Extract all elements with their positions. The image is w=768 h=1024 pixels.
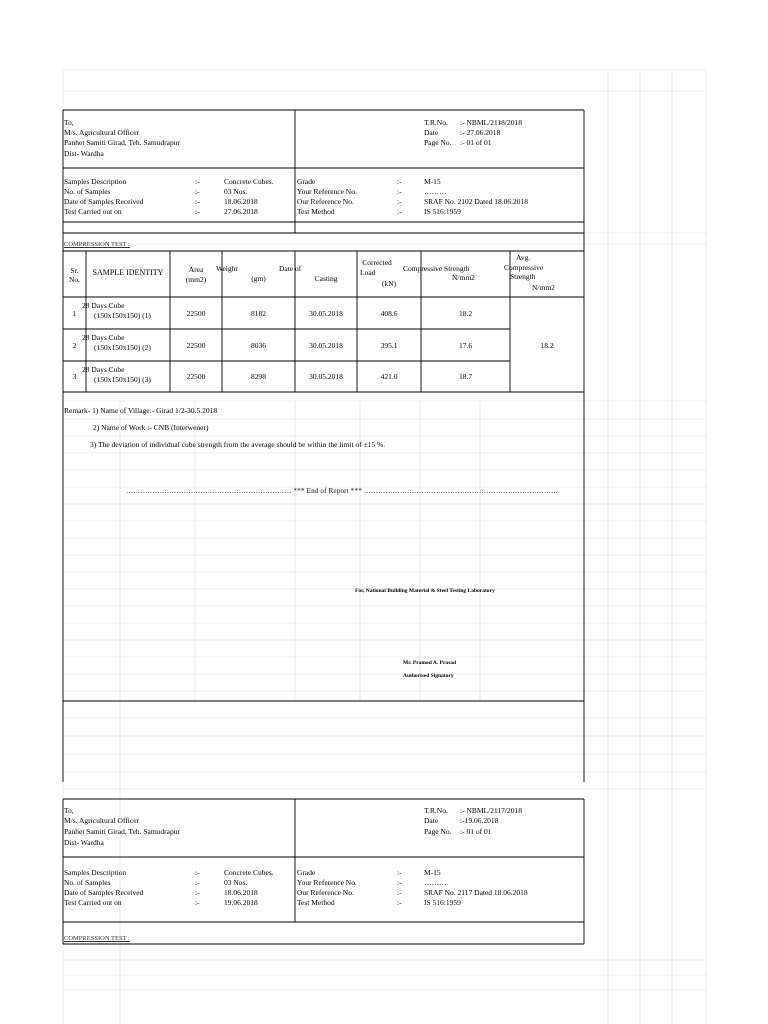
cell-area: 22500	[186, 309, 206, 318]
cell-strength: 18.2	[458, 309, 473, 318]
info-label: Grade	[297, 868, 316, 877]
header-load: Load	[360, 268, 376, 277]
header-strength-cell	[403, 262, 510, 286]
cell-identity-line: 28 Days Cube	[82, 301, 125, 310]
info-label: Your Reference No.	[297, 878, 357, 887]
cell-strength: 18.7	[458, 372, 473, 381]
header-strength: Compressive Strength	[403, 264, 470, 273]
end-of-report: …………………………………………………………… *** End of Report *** ………………………………………………………………………	[126, 487, 559, 495]
lab-name: For, National Building Material & Steel Testing Laboratory	[355, 588, 495, 594]
tr-no-label: T.R.No.	[424, 806, 448, 815]
remark-line: 3) The deviation of individual cube strength from the average should be within the limit of ±15 %.	[90, 440, 386, 449]
header-identity: SAMPLE IDENTITY	[92, 268, 164, 277]
info-value: 27.06.2018	[224, 207, 258, 216]
cell-load: 421.0	[380, 372, 398, 381]
info-value: 18.06.2018	[224, 197, 258, 206]
info-label: Date of Samples Received	[64, 197, 144, 206]
info-label: No. of Samples	[64, 878, 111, 887]
cell-identity	[82, 362, 170, 391]
info-value: IS 516:1959	[424, 207, 461, 216]
info-value: M-15	[424, 177, 441, 186]
info-label: Our Reference No.	[297, 888, 354, 897]
info-sep: :-	[397, 878, 402, 887]
info-label: Samples Description	[64, 868, 127, 877]
info-value: M-15	[424, 868, 441, 877]
info-sep: :-	[195, 207, 200, 216]
date-value: :-19.06.2018	[460, 816, 499, 825]
cell-weight: 8036	[251, 341, 266, 350]
info-sep: :-	[397, 187, 402, 196]
header-avg-cell	[504, 252, 584, 296]
address-line: Panhet Samiti Girad, Teh. Samudrapur	[64, 827, 180, 836]
cell-sr: 3	[72, 372, 77, 381]
cell-identity-line: (150x150x150) (3)	[94, 375, 151, 384]
info-label: Grade	[297, 177, 316, 186]
info-sep: :-	[397, 868, 402, 877]
cell-sr: 1	[72, 309, 77, 318]
header-weight: (gm)	[251, 274, 266, 283]
cell-casting: 30.05.2018	[309, 372, 343, 381]
info-value: SRAF No. 2117 Dated 18.06.2018	[424, 888, 528, 897]
info-sep: :-	[397, 197, 402, 206]
tr-no-label: T.R.No.	[424, 118, 448, 127]
info-sep: :-	[397, 898, 402, 907]
signatory-title: Authorised Signatory	[403, 673, 454, 679]
cell-load: 408.6	[380, 309, 398, 318]
cell-avg-strength: 18.2	[540, 341, 554, 350]
cell-identity-line: 28 Days Cube	[82, 365, 125, 374]
header-casting-cell	[279, 262, 357, 286]
cell-identity	[82, 298, 170, 328]
info-value: 03 Nos.	[224, 187, 248, 196]
address-line: M/s. Agricultural Officer	[64, 816, 140, 825]
info-value: SRAF No. 2102 Dated 18.06.2018	[424, 197, 528, 206]
info-label: Test Method	[297, 207, 335, 216]
info-value: IS 516:1959	[424, 898, 461, 907]
info-sep: :-	[397, 888, 402, 897]
address-line: To,	[64, 806, 74, 815]
cell-area: 22500	[186, 341, 206, 350]
address-line: M/s. Agricultural Officer	[64, 128, 140, 137]
section-title: COMPRESSION TEST :	[64, 935, 130, 942]
info-label: Date of Samples Received	[64, 888, 144, 897]
header-strength: N/mm2	[452, 273, 475, 282]
remark-line: Remark- 1) Name of Village:- Girad 1/2-30.5.2018	[64, 406, 218, 415]
info-sep: :-	[397, 207, 402, 216]
header-weight: Weight	[216, 264, 238, 273]
info-sep: :-	[195, 878, 200, 887]
info-sep: :-	[195, 187, 200, 196]
address-line: Panhet Samiti Girad, Teh. Samudrapur	[64, 138, 180, 147]
header-avg: Avg.	[516, 253, 531, 262]
info-value: 03 Nos.	[224, 878, 248, 887]
info-label: Test Carried out on	[64, 207, 122, 216]
header-load: (kN)	[381, 279, 397, 288]
info-value: 19.06.2018	[224, 898, 258, 907]
cell-strength: 17.6	[458, 341, 473, 350]
cell-identity-line: (150x150x150) (2)	[94, 343, 151, 352]
header-avg: Strength	[510, 272, 536, 281]
cell-load: 395.1	[380, 341, 398, 350]
cell-sr: 2	[72, 341, 77, 350]
date-label: Date	[424, 128, 439, 137]
info-label: Your Reference No.	[297, 187, 357, 196]
date-value: :- 27.06.2018	[460, 128, 501, 137]
header-sr: Sr.	[70, 266, 79, 275]
info-sep: :-	[195, 177, 200, 186]
address-line: Dist- Wardha	[64, 149, 104, 158]
remark-line: 2) Name of Work :- CNB (Interwener)	[93, 423, 209, 432]
info-sep: :-	[397, 177, 402, 186]
cell-casting: 30.05.2018	[309, 309, 343, 318]
address-line: Dist- Wardha	[64, 838, 104, 847]
header-load: Corrected	[362, 258, 392, 267]
tr-no-value: :- NBML/2117/2018	[460, 806, 523, 815]
header-avg: Compressive	[504, 263, 544, 272]
info-sep: :-	[195, 898, 200, 907]
info-label: Samples Description	[64, 177, 127, 186]
cell-identity-line: 28 Days Cube	[82, 333, 125, 342]
header-avg: N/mm2	[532, 283, 555, 292]
header-area: Area	[188, 265, 204, 274]
header-sr: No.	[68, 275, 81, 284]
info-label: No. of Samples	[64, 187, 111, 196]
info-value: Concrete Cubes.	[224, 868, 274, 877]
cell-area: 22500	[186, 372, 206, 381]
section-title: COMPRESSION TEST :	[64, 241, 130, 248]
info-sep: :-	[195, 868, 200, 877]
tr-no-value: :- NBML/2118/2018	[460, 118, 523, 127]
page-label: Page No.	[424, 138, 452, 147]
info-value: Concrete Cubes.	[224, 177, 274, 186]
info-value: ………	[424, 187, 447, 196]
info-label: Our Reference No.	[297, 197, 354, 206]
page-label: Page No.	[424, 827, 452, 836]
page-value: :- 01 of 01	[460, 827, 492, 836]
cell-casting: 30.05.2018	[309, 341, 343, 350]
signatory-name: Mr. Pramod A. Prasad	[403, 660, 457, 666]
page-value: :- 01 of 01	[460, 138, 492, 147]
header-casting: Date of	[279, 264, 302, 273]
info-value: 18.06.2018	[224, 888, 258, 897]
info-sep: :-	[195, 888, 200, 897]
header-area: (mm2)	[185, 275, 207, 284]
cell-identity-line: (150x150x150) (1)	[94, 311, 151, 320]
cell-weight: 8182	[251, 309, 266, 318]
cell-weight: 8298	[251, 372, 266, 381]
header-casting: Casting	[314, 274, 338, 283]
info-label: Test Method	[297, 898, 335, 907]
info-sep: :-	[195, 197, 200, 206]
info-label: Test Carried out on	[64, 898, 122, 907]
info-value: ………	[424, 878, 447, 887]
date-label: Date	[424, 816, 439, 825]
address-line: To,	[64, 118, 74, 127]
cell-identity	[82, 330, 170, 360]
